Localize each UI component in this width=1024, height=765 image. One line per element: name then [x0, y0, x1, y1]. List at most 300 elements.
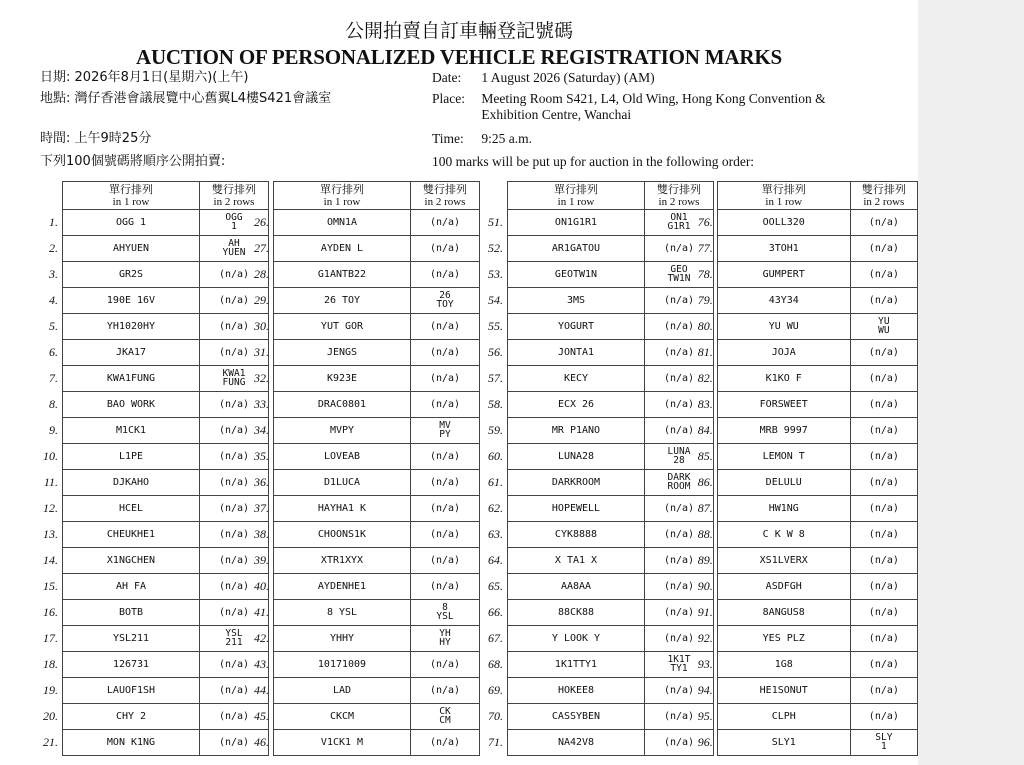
table-row: [38, 236, 269, 262]
marks-table: [249, 181, 480, 756]
mark-two-rows: [411, 418, 480, 444]
mark-one-row: JOJA: [717, 340, 850, 366]
mark-number: 16.: [43, 605, 58, 619]
mark-number: 61.: [488, 475, 503, 489]
table-row: [693, 548, 918, 574]
mark-number: 31.: [254, 345, 269, 359]
table-row: [249, 314, 480, 340]
not-applicable: (n/a): [218, 607, 250, 618]
not-applicable: (n/a): [868, 295, 899, 306]
mark-number: 62.: [488, 501, 503, 515]
time-en-value: 9:25 a.m.: [481, 131, 532, 146]
table-row: [483, 652, 714, 678]
table-row: [693, 470, 918, 496]
mark-number: 81.: [697, 345, 713, 359]
table-row: [249, 626, 480, 652]
not-applicable: (n/a): [429, 581, 461, 592]
mark-two-rows: [850, 652, 917, 678]
mark-one-row: CHOONS1K: [274, 522, 411, 548]
mark-one-row: CHEUKHE1: [63, 522, 200, 548]
table-row: [483, 704, 714, 730]
mark-number: 44.: [254, 683, 269, 697]
not-applicable: (n/a): [663, 295, 695, 306]
not-applicable: (n/a): [868, 607, 899, 618]
mark-number: 88.: [697, 527, 713, 541]
mark-one-row: JONTA1: [508, 340, 645, 366]
mark-two-rows: [850, 548, 917, 574]
mark-two-rows: [411, 704, 480, 730]
not-applicable: (n/a): [663, 685, 695, 696]
mark-two-rows: [411, 236, 480, 262]
table-row: [249, 496, 480, 522]
mark-number: 27.: [254, 241, 269, 255]
table-row: [38, 522, 269, 548]
mark-one-row: 8ANGUS8: [717, 600, 850, 626]
two-row-bottom: TY1: [670, 663, 688, 674]
mark-number: 69.: [488, 683, 503, 697]
not-applicable: (n/a): [218, 685, 250, 696]
mark-one-row: 26 TOY: [274, 288, 411, 314]
not-applicable: (n/a): [663, 347, 695, 358]
mark-number: 82.: [697, 371, 713, 385]
mark-number: 93.: [697, 657, 713, 671]
not-applicable: (n/a): [868, 269, 899, 280]
not-applicable: (n/a): [663, 321, 695, 332]
two-row-bottom: FUNG: [222, 377, 246, 388]
mark-one-row: CKCM: [274, 704, 411, 730]
not-applicable: (n/a): [663, 503, 695, 514]
not-applicable: (n/a): [663, 529, 695, 540]
time-zh: [40, 131, 151, 147]
mark-number: 94.: [697, 683, 713, 697]
table-header-row: [483, 182, 714, 210]
header-blank: [38, 182, 63, 210]
mark-two-rows: [411, 288, 480, 314]
mark-number: 13.: [43, 527, 58, 541]
two-row-stack: [436, 291, 453, 309]
table-row: [249, 236, 480, 262]
mark-two-rows: [850, 522, 917, 548]
mark-number: 12.: [43, 501, 58, 515]
mark-one-row: AH FA: [63, 574, 200, 600]
mark-number: 66.: [488, 605, 503, 619]
header-blank: [483, 182, 508, 210]
date-en-label: Date:: [432, 70, 462, 85]
mark-one-row: LAD: [274, 678, 411, 704]
mark-one-row: 8 YSL: [274, 600, 411, 626]
mark-number: 11.: [43, 475, 58, 489]
mark-one-row: AHYUEN: [63, 236, 200, 262]
not-applicable: (n/a): [218, 711, 250, 722]
time-zh-value: 上午9時25分: [74, 131, 152, 146]
mark-two-rows: [850, 626, 917, 652]
mark-number: 77.: [697, 241, 713, 255]
table-row: [249, 678, 480, 704]
mark-number: 57.: [488, 371, 503, 385]
mark-one-row: C K W 8: [717, 522, 850, 548]
mark-one-row: YSL211: [63, 626, 200, 652]
mark-two-rows: [411, 522, 480, 548]
header-one-row: [717, 182, 850, 210]
two-row-stack: [668, 213, 691, 231]
mark-number: 59.: [488, 423, 503, 437]
mark-two-rows: [411, 470, 480, 496]
mark-one-row: ASDFGH: [717, 574, 850, 600]
table-row: [483, 314, 714, 340]
table-row: [693, 392, 918, 418]
mark-one-row: BOTB: [63, 600, 200, 626]
table-row: [249, 210, 480, 236]
not-applicable: (n/a): [218, 503, 250, 514]
date-zh: [40, 70, 248, 86]
header-two-rows: [850, 182, 917, 210]
mark-one-row: DELULU: [717, 470, 850, 496]
mark-one-row: 126731: [63, 652, 200, 678]
table-row: [38, 262, 269, 288]
table-row: [483, 418, 714, 444]
not-applicable: (n/a): [868, 555, 899, 566]
header-one-row: [508, 182, 645, 210]
header-two-rows: [411, 182, 480, 210]
table-row: [249, 418, 480, 444]
mark-two-rows: [850, 262, 917, 288]
mark-number: 7.: [49, 371, 58, 385]
header-two-rows-en: in 2 rows: [213, 195, 255, 208]
two-row-top: SLY: [875, 732, 893, 743]
two-row-bottom: YSL: [436, 611, 454, 622]
mark-one-row: YUT GOR: [274, 314, 411, 340]
not-applicable: (n/a): [429, 737, 461, 748]
table-row: [483, 340, 714, 366]
not-applicable: (n/a): [663, 373, 695, 384]
mark-one-row: OMN1A: [274, 210, 411, 236]
two-row-top: MV: [439, 420, 451, 431]
mark-one-row: JENGS: [274, 340, 411, 366]
not-applicable: (n/a): [429, 269, 461, 280]
not-applicable: (n/a): [429, 555, 461, 566]
not-applicable: (n/a): [868, 425, 899, 436]
header-two-rows-zh: 雙行排列: [861, 183, 906, 196]
mark-one-row: HW1NG: [717, 496, 850, 522]
two-row-top: OGG: [225, 212, 243, 223]
place-en-line-2: Exhibition Centre, Wanchai: [481, 107, 632, 122]
table-row: [38, 548, 269, 574]
two-row-top: 8: [442, 602, 448, 613]
mark-number: 2.: [49, 241, 58, 255]
not-applicable: (n/a): [429, 477, 461, 488]
table-row: [693, 730, 918, 756]
not-applicable: (n/a): [663, 399, 695, 410]
time-zh-label: 時間:: [40, 131, 71, 146]
table-row: [38, 418, 269, 444]
mark-two-rows: [411, 678, 480, 704]
table-row: [483, 470, 714, 496]
mark-one-row: YH1020HY: [63, 314, 200, 340]
table-row: [483, 626, 714, 652]
header-two-rows-en: in 2 rows: [424, 195, 466, 208]
table-row: [483, 730, 714, 756]
mark-number: 6.: [49, 345, 58, 359]
mark-one-row: AYDENHE1: [274, 574, 411, 600]
place-zh-label: 地點:: [40, 91, 71, 106]
mark-one-row: 1G8: [717, 652, 850, 678]
mark-two-rows: [850, 496, 917, 522]
not-applicable: (n/a): [429, 347, 461, 358]
table-row: [693, 626, 918, 652]
not-applicable: (n/a): [868, 243, 899, 254]
table-header-row: [693, 182, 918, 210]
two-row-bottom: 1: [231, 221, 237, 232]
mark-number: 39.: [254, 553, 269, 567]
mark-two-rows: [850, 340, 917, 366]
mark-one-row: LAUOF1SH: [63, 678, 200, 704]
mark-one-row: GUMPERT: [717, 262, 850, 288]
two-row-stack: [439, 421, 450, 439]
table-row: [483, 522, 714, 548]
mark-two-rows: [411, 626, 480, 652]
mark-one-row: L1PE: [63, 444, 200, 470]
mark-two-rows: [411, 340, 480, 366]
mark-one-row: BAO WORK: [63, 392, 200, 418]
two-row-top: CK: [439, 706, 451, 717]
two-row-top: YH: [439, 628, 451, 639]
two-row-bottom: WU: [878, 325, 890, 336]
mark-number: 26.: [254, 215, 269, 229]
mark-two-rows: [850, 730, 917, 756]
mark-one-row: 1K1TTY1: [508, 652, 645, 678]
title-english: AUCTION OF PERSONALIZED VEHICLE REGISTRATION MARKS: [136, 45, 782, 69]
not-applicable: (n/a): [663, 581, 695, 592]
mark-two-rows: [411, 392, 480, 418]
time-en: [432, 131, 532, 147]
table-row: [38, 574, 269, 600]
two-row-bottom: CM: [439, 715, 451, 726]
not-applicable: (n/a): [429, 399, 461, 410]
header-one-row: [63, 182, 200, 210]
not-applicable: (n/a): [218, 581, 250, 592]
table-row: [38, 366, 269, 392]
mark-one-row: SLY1: [717, 730, 850, 756]
mark-one-row: OGG 1: [63, 210, 200, 236]
not-applicable: (n/a): [218, 451, 250, 462]
header-one-row-zh: 單行排列: [554, 183, 598, 196]
two-row-stack: [668, 447, 691, 465]
table-row: [483, 366, 714, 392]
mark-two-rows: [411, 496, 480, 522]
not-applicable: (n/a): [218, 321, 250, 332]
mark-one-row: DARKROOM: [508, 470, 645, 496]
mark-two-rows: [411, 730, 480, 756]
two-row-stack: [225, 213, 242, 231]
mark-one-row: AR1GATOU: [508, 236, 645, 262]
date-en-value: 1 August 2026 (Saturday) (AM): [481, 70, 655, 85]
mark-number: 20.: [43, 709, 58, 723]
table-row: [249, 288, 480, 314]
table-row: [693, 418, 918, 444]
table-row: [483, 262, 714, 288]
not-applicable: (n/a): [663, 243, 695, 254]
place-en: [432, 91, 826, 123]
mark-one-row: Y LOOK Y: [508, 626, 645, 652]
table-row: [693, 678, 918, 704]
table-row: [483, 288, 714, 314]
table-row: [483, 444, 714, 470]
mark-one-row: OOLL320: [717, 210, 850, 236]
header-two-rows-en: in 2 rows: [658, 195, 700, 208]
mark-one-row: V1CK1 M: [274, 730, 411, 756]
table-row: [249, 340, 480, 366]
not-applicable: (n/a): [218, 295, 250, 306]
not-applicable: (n/a): [429, 659, 461, 670]
date-en: [432, 70, 655, 86]
not-applicable: (n/a): [218, 477, 250, 488]
mark-one-row: HOPEWELL: [508, 496, 645, 522]
header-one-row-en: in 1 row: [323, 195, 361, 208]
not-applicable: (n/a): [663, 425, 695, 436]
table-row: [38, 704, 269, 730]
mark-one-row: KWA1FUNG: [63, 366, 200, 392]
table-row: [249, 652, 480, 678]
table-row: [38, 496, 269, 522]
mark-number: 43.: [254, 657, 269, 671]
mark-one-row: YHHY: [274, 626, 411, 652]
mark-number: 1.: [49, 215, 58, 229]
mark-two-rows: [411, 548, 480, 574]
two-row-bottom: HY: [439, 637, 451, 648]
table-row: [38, 470, 269, 496]
table-row: [38, 600, 269, 626]
mark-two-rows: [850, 288, 917, 314]
order-zh: 下列100個號碼將順序公開拍賣:: [40, 154, 226, 169]
mark-one-row: MRB 9997: [717, 418, 850, 444]
header-two-rows-zh: 雙行排列: [212, 183, 256, 196]
mark-number: 79.: [697, 293, 713, 307]
mark-number: 87.: [697, 501, 713, 515]
not-applicable: (n/a): [218, 347, 250, 358]
two-row-top: 1K1T: [667, 654, 691, 665]
viewer-background: [918, 0, 1024, 765]
not-applicable: (n/a): [663, 555, 695, 566]
mark-number: 78.: [697, 267, 713, 281]
mark-one-row: FORSWEET: [717, 392, 850, 418]
not-applicable: (n/a): [868, 477, 899, 488]
two-row-bottom: 1: [880, 741, 887, 752]
mark-number: 36.: [254, 475, 269, 489]
mark-one-row: YOGURT: [508, 314, 645, 340]
table-row: [38, 314, 269, 340]
mark-one-row: DRAC0801: [274, 392, 411, 418]
table-row: [249, 730, 480, 756]
mark-two-rows: [850, 678, 917, 704]
not-applicable: (n/a): [218, 399, 250, 410]
table-row: [483, 574, 714, 600]
mark-number: 5.: [49, 319, 58, 333]
not-applicable: (n/a): [218, 737, 250, 748]
mark-one-row: D1LUCA: [274, 470, 411, 496]
mark-two-rows: [850, 210, 917, 236]
mark-one-row: LOVEAB: [274, 444, 411, 470]
mark-number: 65.: [488, 579, 503, 593]
header-one-row-en: in 1 row: [765, 195, 803, 208]
table-row: [249, 574, 480, 600]
mark-number: 33.: [254, 397, 269, 411]
mark-one-row: AYDEN L: [274, 236, 411, 262]
table-row: [38, 678, 269, 704]
table-row: [38, 626, 269, 652]
not-applicable: (n/a): [429, 217, 461, 228]
mark-one-row: CLPH: [717, 704, 850, 730]
table-row: [693, 366, 918, 392]
not-applicable: (n/a): [868, 503, 899, 514]
two-row-top: GEO: [670, 264, 688, 275]
two-row-top: 26: [439, 290, 451, 301]
mark-number: 34.: [254, 423, 269, 437]
mark-one-row: X TA1 X: [508, 548, 645, 574]
two-row-bottom: 28: [673, 455, 685, 466]
mark-one-row: 3TOH1: [717, 236, 850, 262]
mark-two-rows: [850, 574, 917, 600]
mark-one-row: NA42V8: [508, 730, 645, 756]
mark-number: 58.: [488, 397, 503, 411]
mark-number: 40.: [254, 579, 269, 593]
not-applicable: (n/a): [868, 347, 899, 358]
table-row: [38, 730, 269, 756]
table-row: [483, 548, 714, 574]
mark-number: 63.: [488, 527, 503, 541]
mark-number: 68.: [488, 657, 503, 671]
not-applicable: (n/a): [868, 399, 899, 410]
not-applicable: (n/a): [429, 685, 461, 696]
table-row: [249, 704, 480, 730]
mark-one-row: K1KO F: [717, 366, 850, 392]
two-row-stack: [878, 317, 889, 335]
place-en-label: Place:: [432, 91, 465, 106]
mark-one-row: 3MS: [508, 288, 645, 314]
table-row: [693, 210, 918, 236]
table-row: [38, 210, 269, 236]
two-row-bottom: PY: [439, 429, 451, 440]
two-row-stack: [668, 473, 691, 491]
mark-number: 38.: [254, 527, 269, 541]
table-row: [693, 574, 918, 600]
not-applicable: (n/a): [429, 503, 461, 514]
mark-one-row: 190E 16V: [63, 288, 200, 314]
mark-number: 8.: [49, 397, 58, 411]
table-row: [693, 288, 918, 314]
mark-number: 53.: [488, 267, 503, 281]
mark-one-row: CASSYBEN: [508, 704, 645, 730]
not-applicable: (n/a): [868, 581, 899, 592]
marks-table: [38, 181, 269, 756]
mark-number: 90.: [697, 579, 713, 593]
not-applicable: (n/a): [218, 529, 250, 540]
table-row: [483, 496, 714, 522]
not-applicable: (n/a): [429, 243, 461, 254]
two-row-stack: [439, 707, 450, 725]
header-blank: [693, 182, 717, 210]
mark-number: 15.: [43, 579, 58, 593]
not-applicable: (n/a): [663, 607, 695, 618]
mark-one-row: AA8AA: [508, 574, 645, 600]
place-en-value: [481, 91, 825, 123]
two-row-top: AH: [228, 238, 240, 249]
mark-one-row: ON1G1R1: [508, 210, 645, 236]
mark-number: 76.: [697, 215, 713, 229]
title-chinese: 公開拍賣自訂車輛登記號碼: [344, 20, 573, 42]
table-row: [38, 444, 269, 470]
mark-number: 56.: [488, 345, 503, 359]
mark-one-row: 88CK88: [508, 600, 645, 626]
